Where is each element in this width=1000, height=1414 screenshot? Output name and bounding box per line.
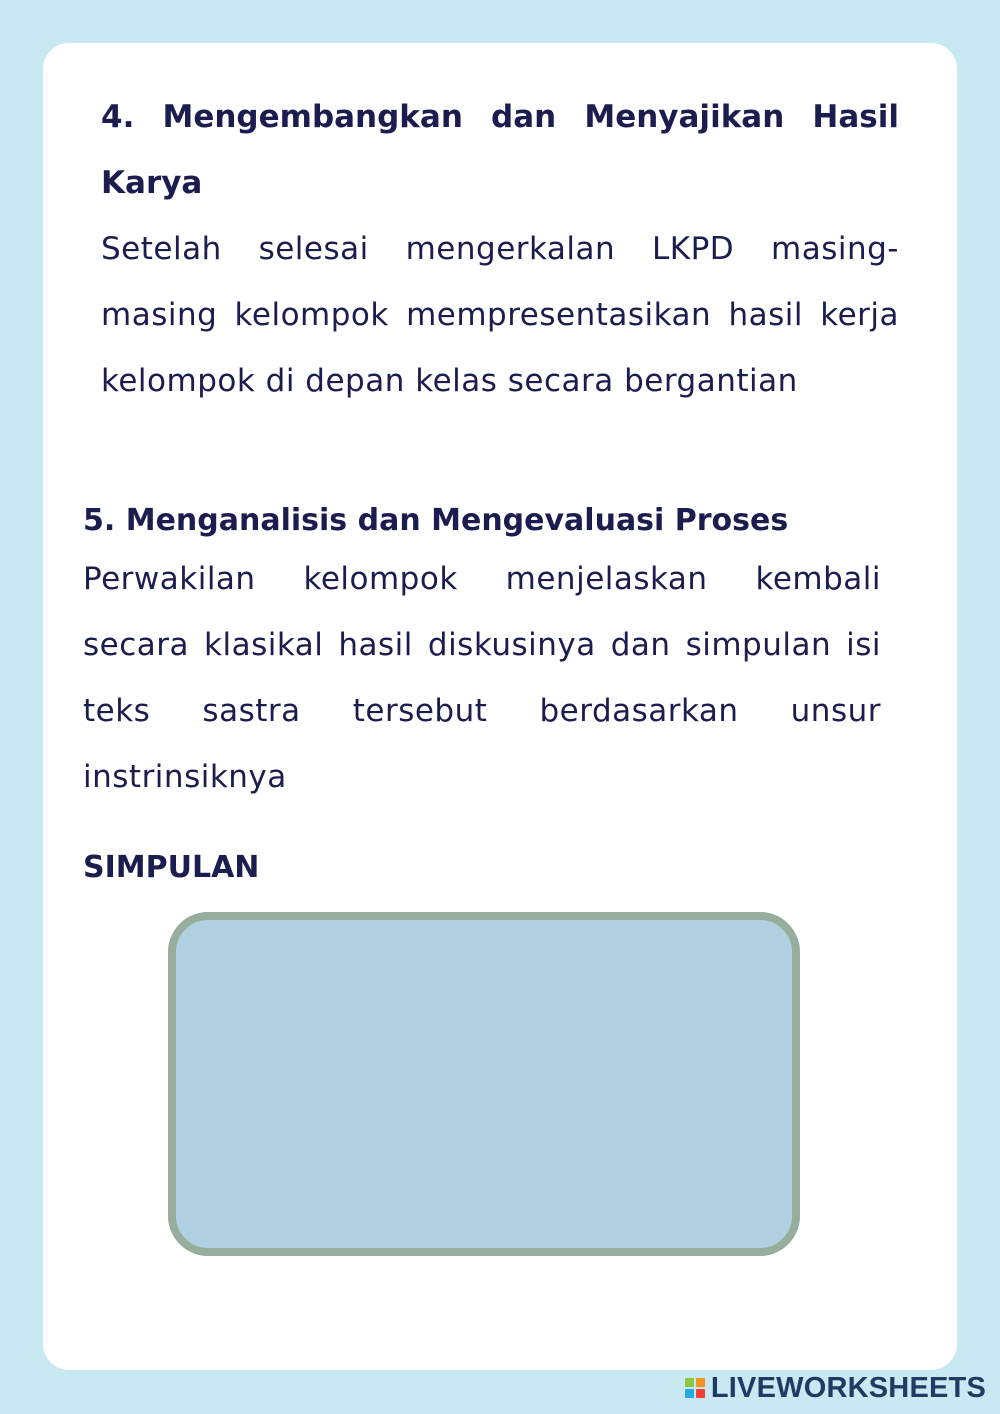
section-4 [101, 84, 899, 414]
section-5-heading: 5. Menganalisis dan Mengevaluasi Proses [83, 503, 789, 538]
section-4-body: Setelah selesai mengerkalan LKPD masing-masing kelompok mempresentasikan hasil kerja kelompok di depan kelas secara bergantian [101, 231, 899, 399]
simpulan-answer-box[interactable] [168, 912, 800, 1256]
liveworksheets-brand-text: LIVEWORKSHEETS [710, 1371, 986, 1404]
section-5-body: Perwakilan kelompok menjelaskan kembali secara klasikal hasil diskusinya dan simpulan isi teks sastra tersebut berdasarkan unsur instrinsiknya [83, 561, 881, 795]
section-5 [83, 496, 881, 810]
logo-square-orange [696, 1378, 705, 1387]
liveworksheets-logo-icon [685, 1378, 705, 1398]
simpulan-label: SIMPULAN [83, 850, 260, 885]
logo-square-blue [685, 1389, 694, 1398]
liveworksheets-logo [685, 1370, 986, 1406]
logo-square-red [696, 1389, 705, 1398]
section-4-heading: 4. Mengembangkan dan Menyajikan Hasil Karya [101, 99, 899, 201]
logo-square-green [685, 1378, 694, 1387]
